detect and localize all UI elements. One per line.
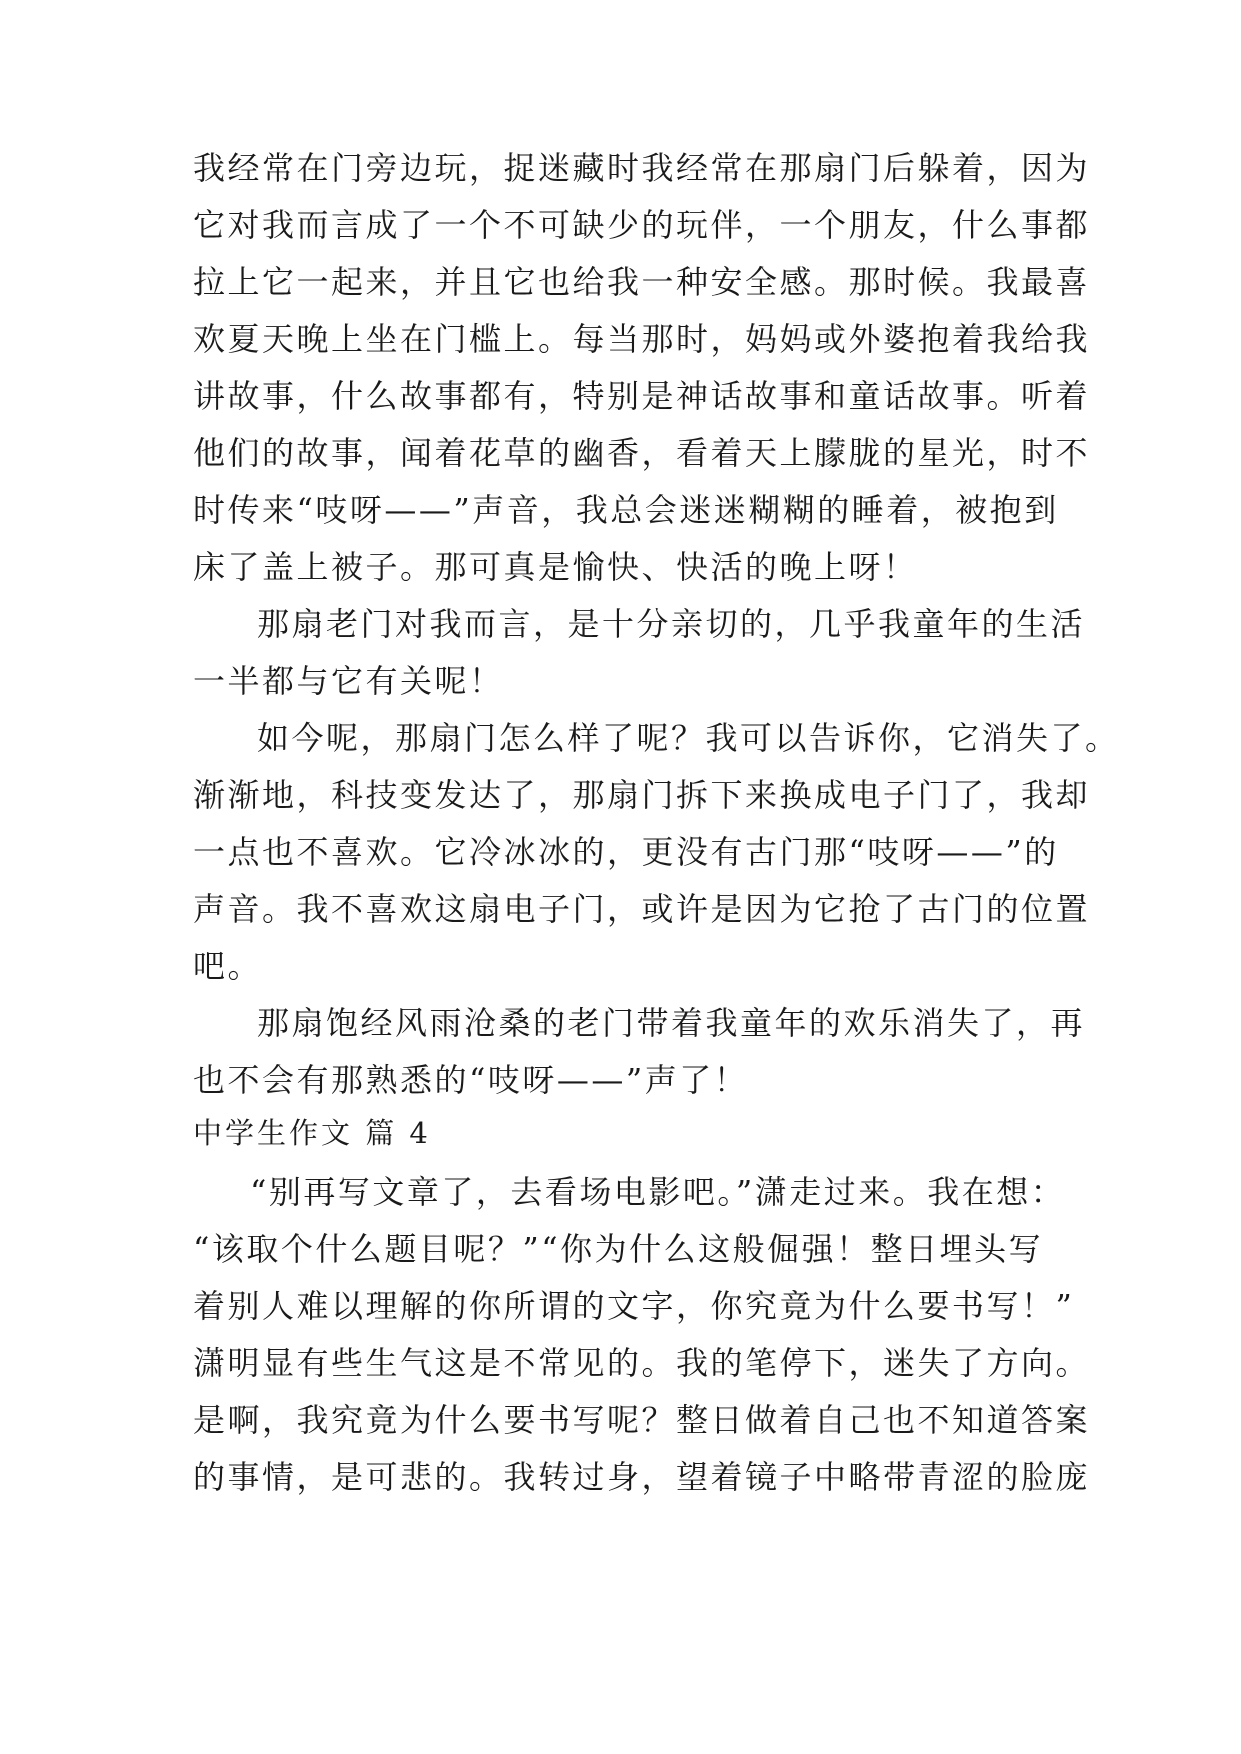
body-text-line: 我经常在门旁边玩，捉迷藏时我经常在那扇门后躲着，因为 bbox=[193, 149, 1091, 187]
body-text-line: 着别人难以理解的你所谓的文字，你究竟为什么要书写！” bbox=[193, 1287, 1075, 1325]
body-text-line: 一半都与它有关呢！ bbox=[193, 662, 504, 700]
body-text-line: 讲故事，什么故事都有，特别是神话故事和童话故事。听着 bbox=[193, 377, 1091, 415]
body-text-line: “该取个什么题目呢？”“你为什么这般倔强！整日埋头写 bbox=[193, 1230, 1044, 1268]
body-text-line: 也不会有那熟悉的“吱呀——”声了！ bbox=[193, 1061, 749, 1099]
body-text-line: 声音。我不喜欢这扇电子门，或许是因为它抢了古门的位置 bbox=[193, 890, 1091, 928]
paragraph-first-line: 那扇老门对我而言，是十分亲切的，几乎我童年的生活 bbox=[257, 605, 1086, 643]
section-heading: 中学生作文 篇 4 bbox=[193, 1116, 431, 1150]
paragraph-first-line: “别再写文章了，去看场电影吧。”潇走过来。我在想： bbox=[250, 1173, 1066, 1211]
body-text-line: 潇明显有些生气这是不常见的。我的笔停下，迷失了方向。 bbox=[193, 1344, 1091, 1382]
body-text-line: 他们的故事，闻着花草的幽香，看着天上朦胧的星光，时不 bbox=[193, 434, 1091, 472]
paragraph-first-line: 那扇饱经风雨沧桑的老门带着我童年的欢乐消失了，再 bbox=[257, 1004, 1086, 1042]
body-text-line: 拉上它一起来，并且它也给我一种安全感。那时候。我最喜 bbox=[193, 263, 1091, 301]
body-text-line: 渐渐地，科技变发达了，那扇门拆下来换成电子门了，我却 bbox=[193, 776, 1091, 814]
body-text-line: 吧。 bbox=[193, 947, 263, 985]
body-text-line: 是啊，我究竟为什么要书写呢？整日做着自己也不知道答案 bbox=[193, 1401, 1091, 1439]
body-text-line: 它对我而言成了一个不可缺少的玩伴，一个朋友，什么事都 bbox=[193, 206, 1091, 244]
body-text-line: 的事情，是可悲的。我转过身，望着镜子中略带青涩的脸庞 bbox=[193, 1458, 1091, 1496]
body-text-line: 时传来“吱呀——”声音，我总会迷迷糊糊的睡着，被抱到 bbox=[193, 491, 1059, 529]
body-text-line: 一点也不喜欢。它冷冰冰的，更没有古门那“吱呀——”的 bbox=[193, 833, 1059, 871]
body-text-line: 欢夏天晚上坐在门槛上。每当那时，妈妈或外婆抱着我给我 bbox=[193, 320, 1091, 358]
paragraph-first-line: 如今呢，那扇门怎么样了呢？我可以告诉你，它消失了。 bbox=[257, 719, 1120, 757]
body-text-line: 床了盖上被子。那可真是愉快、快活的晚上呀！ bbox=[193, 548, 918, 586]
